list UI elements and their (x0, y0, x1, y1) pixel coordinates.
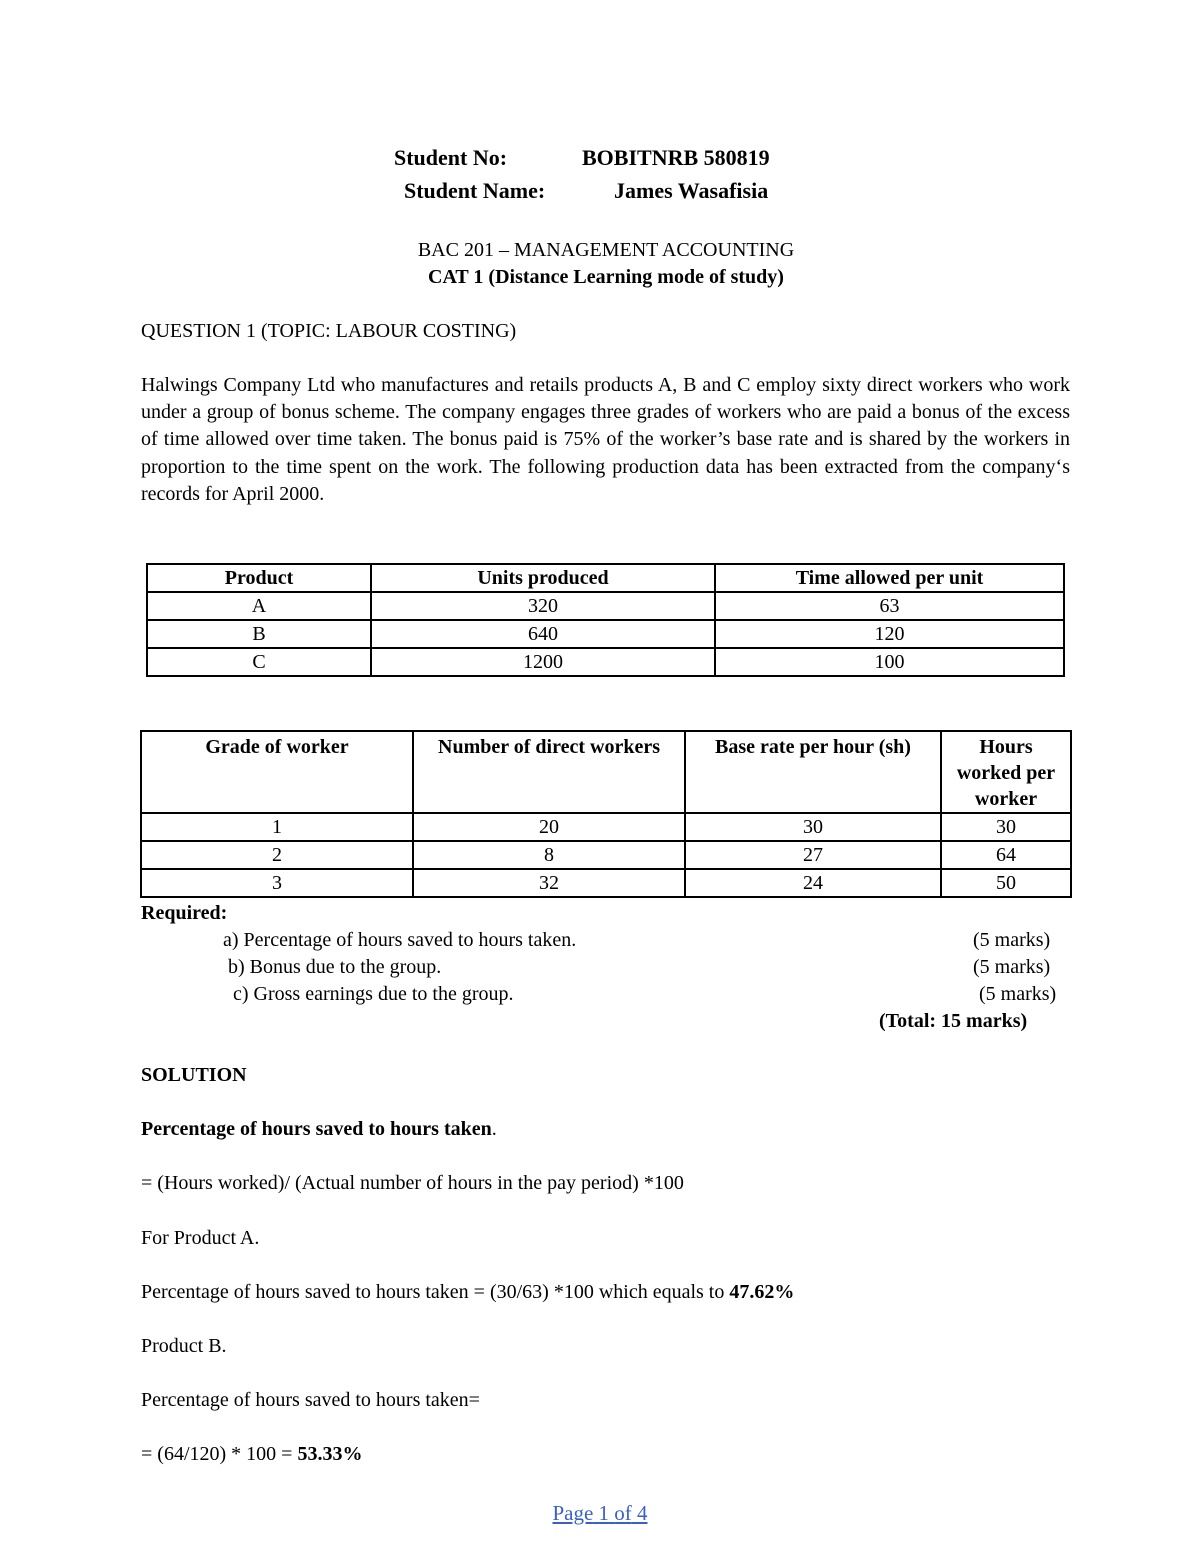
student-no-value: BOBITNRB 580819 (582, 145, 770, 170)
table-cell: 1 (141, 813, 413, 841)
table-header-row (147, 564, 1064, 592)
page-word: Page (552, 1501, 594, 1525)
course-subtitle: CAT 1 (Distance Learning mode of study) (428, 266, 784, 288)
question-body: Halwings Company Ltd who manufactures and retails products A, B and C employ sixty direct workers who work under a group of bonus scheme. The company engages three grades of workers who are paid a bonus of the excess of time allowed over time taken. The bonus paid is 75% of the worker’s base rate and is shared by the workers in proportion to the time spent on the work. The following production data has been extracted from the company‘s records for April 2000. (141, 374, 1070, 505)
table-header: Base rate per hour (sh) (685, 731, 941, 813)
table-header: Product (147, 564, 371, 592)
table-cell: 120 (715, 620, 1064, 648)
required-marks-a: (5 marks) (973, 929, 1051, 951)
course-title: BAC 201 – MANAGEMENT ACCOUNTING (417, 239, 795, 261)
table-cell: 640 (371, 620, 715, 648)
table-cell: 64 (941, 841, 1071, 869)
product-a-calc: Percentage of hours saved to hours taken = (30/63) *100 which equals to (141, 1281, 730, 1303)
table-cell: C (147, 648, 371, 676)
table-cell: 100 (715, 648, 1064, 676)
product-a-label: For Product A. (141, 1227, 260, 1249)
table-row (147, 592, 1064, 620)
table-cell: 27 (685, 841, 941, 869)
solution-subheading: Percentage of hours saved to hours taken (141, 1118, 492, 1140)
required-label: Required: (141, 902, 228, 924)
solution-subheading-line (141, 1116, 497, 1143)
table-cell: 30 (941, 813, 1071, 841)
product-b-result: 53.33% (297, 1443, 363, 1465)
student-no-label: Student No: (394, 145, 508, 170)
product-b-label: Product B. (141, 1335, 227, 1357)
product-a-line (141, 1279, 794, 1306)
student-name-value: James Wasafisia (614, 178, 769, 203)
product-a-result: 47.62% (729, 1281, 795, 1303)
table-header: Time allowed per unit (715, 564, 1064, 592)
table-header: Grade of worker (141, 731, 413, 813)
required-item-a: a) Percentage of hours saved to hours taken. (223, 929, 577, 951)
workers-table (140, 730, 1072, 898)
table-header: Units produced (371, 564, 715, 592)
table-row (147, 648, 1064, 676)
table-cell: 8 (413, 841, 685, 869)
table-cell: 50 (941, 869, 1071, 897)
page-number: 1 (598, 1501, 610, 1525)
solution-heading: SOLUTION (141, 1064, 247, 1086)
page-footer[interactable] (0, 1500, 1200, 1527)
required-total: (Total: 15 marks) (879, 1010, 1028, 1032)
table-cell: B (147, 620, 371, 648)
table-row (141, 869, 1071, 897)
table-cell: 32 (413, 869, 685, 897)
table-header: Hours worked per worker (941, 731, 1071, 813)
table-cell: A (147, 592, 371, 620)
table-cell: 30 (685, 813, 941, 841)
table-cell: 2 (141, 841, 413, 869)
required-item-c: c) Gross earnings due to the group. (233, 983, 514, 1005)
product-b-line (141, 1441, 362, 1468)
table-cell: 3 (141, 869, 413, 897)
product-b-formula: = (64/120) * 100 = (141, 1443, 298, 1465)
required-marks-b: (5 marks) (973, 956, 1051, 978)
table-cell: 24 (685, 869, 941, 897)
student-name-label: Student Name: (404, 178, 546, 203)
solution-subheading-suffix: . (491, 1118, 497, 1140)
table-row (147, 620, 1064, 648)
production-table (146, 563, 1065, 677)
table-header-row (141, 731, 1071, 813)
required-marks-c: (5 marks) (979, 983, 1057, 1005)
table-cell: 1200 (371, 648, 715, 676)
required-item-b: b) Bonus due to the group. (228, 956, 442, 978)
table-row (141, 841, 1071, 869)
question-heading: QUESTION 1 (TOPIC: LABOUR COSTING) (141, 320, 517, 342)
table-cell: 320 (371, 592, 715, 620)
solution-formula: = (Hours worked)/ (Actual number of hours in the pay period) *100 (141, 1172, 684, 1194)
table-cell: 63 (715, 592, 1064, 620)
of-word: of (614, 1501, 632, 1525)
page-total: 4 (637, 1501, 648, 1525)
table-row (141, 813, 1071, 841)
table-cell: 20 (413, 813, 685, 841)
product-b-calc: Percentage of hours saved to hours taken= (141, 1389, 480, 1411)
table-header: Number of direct workers (413, 731, 685, 813)
